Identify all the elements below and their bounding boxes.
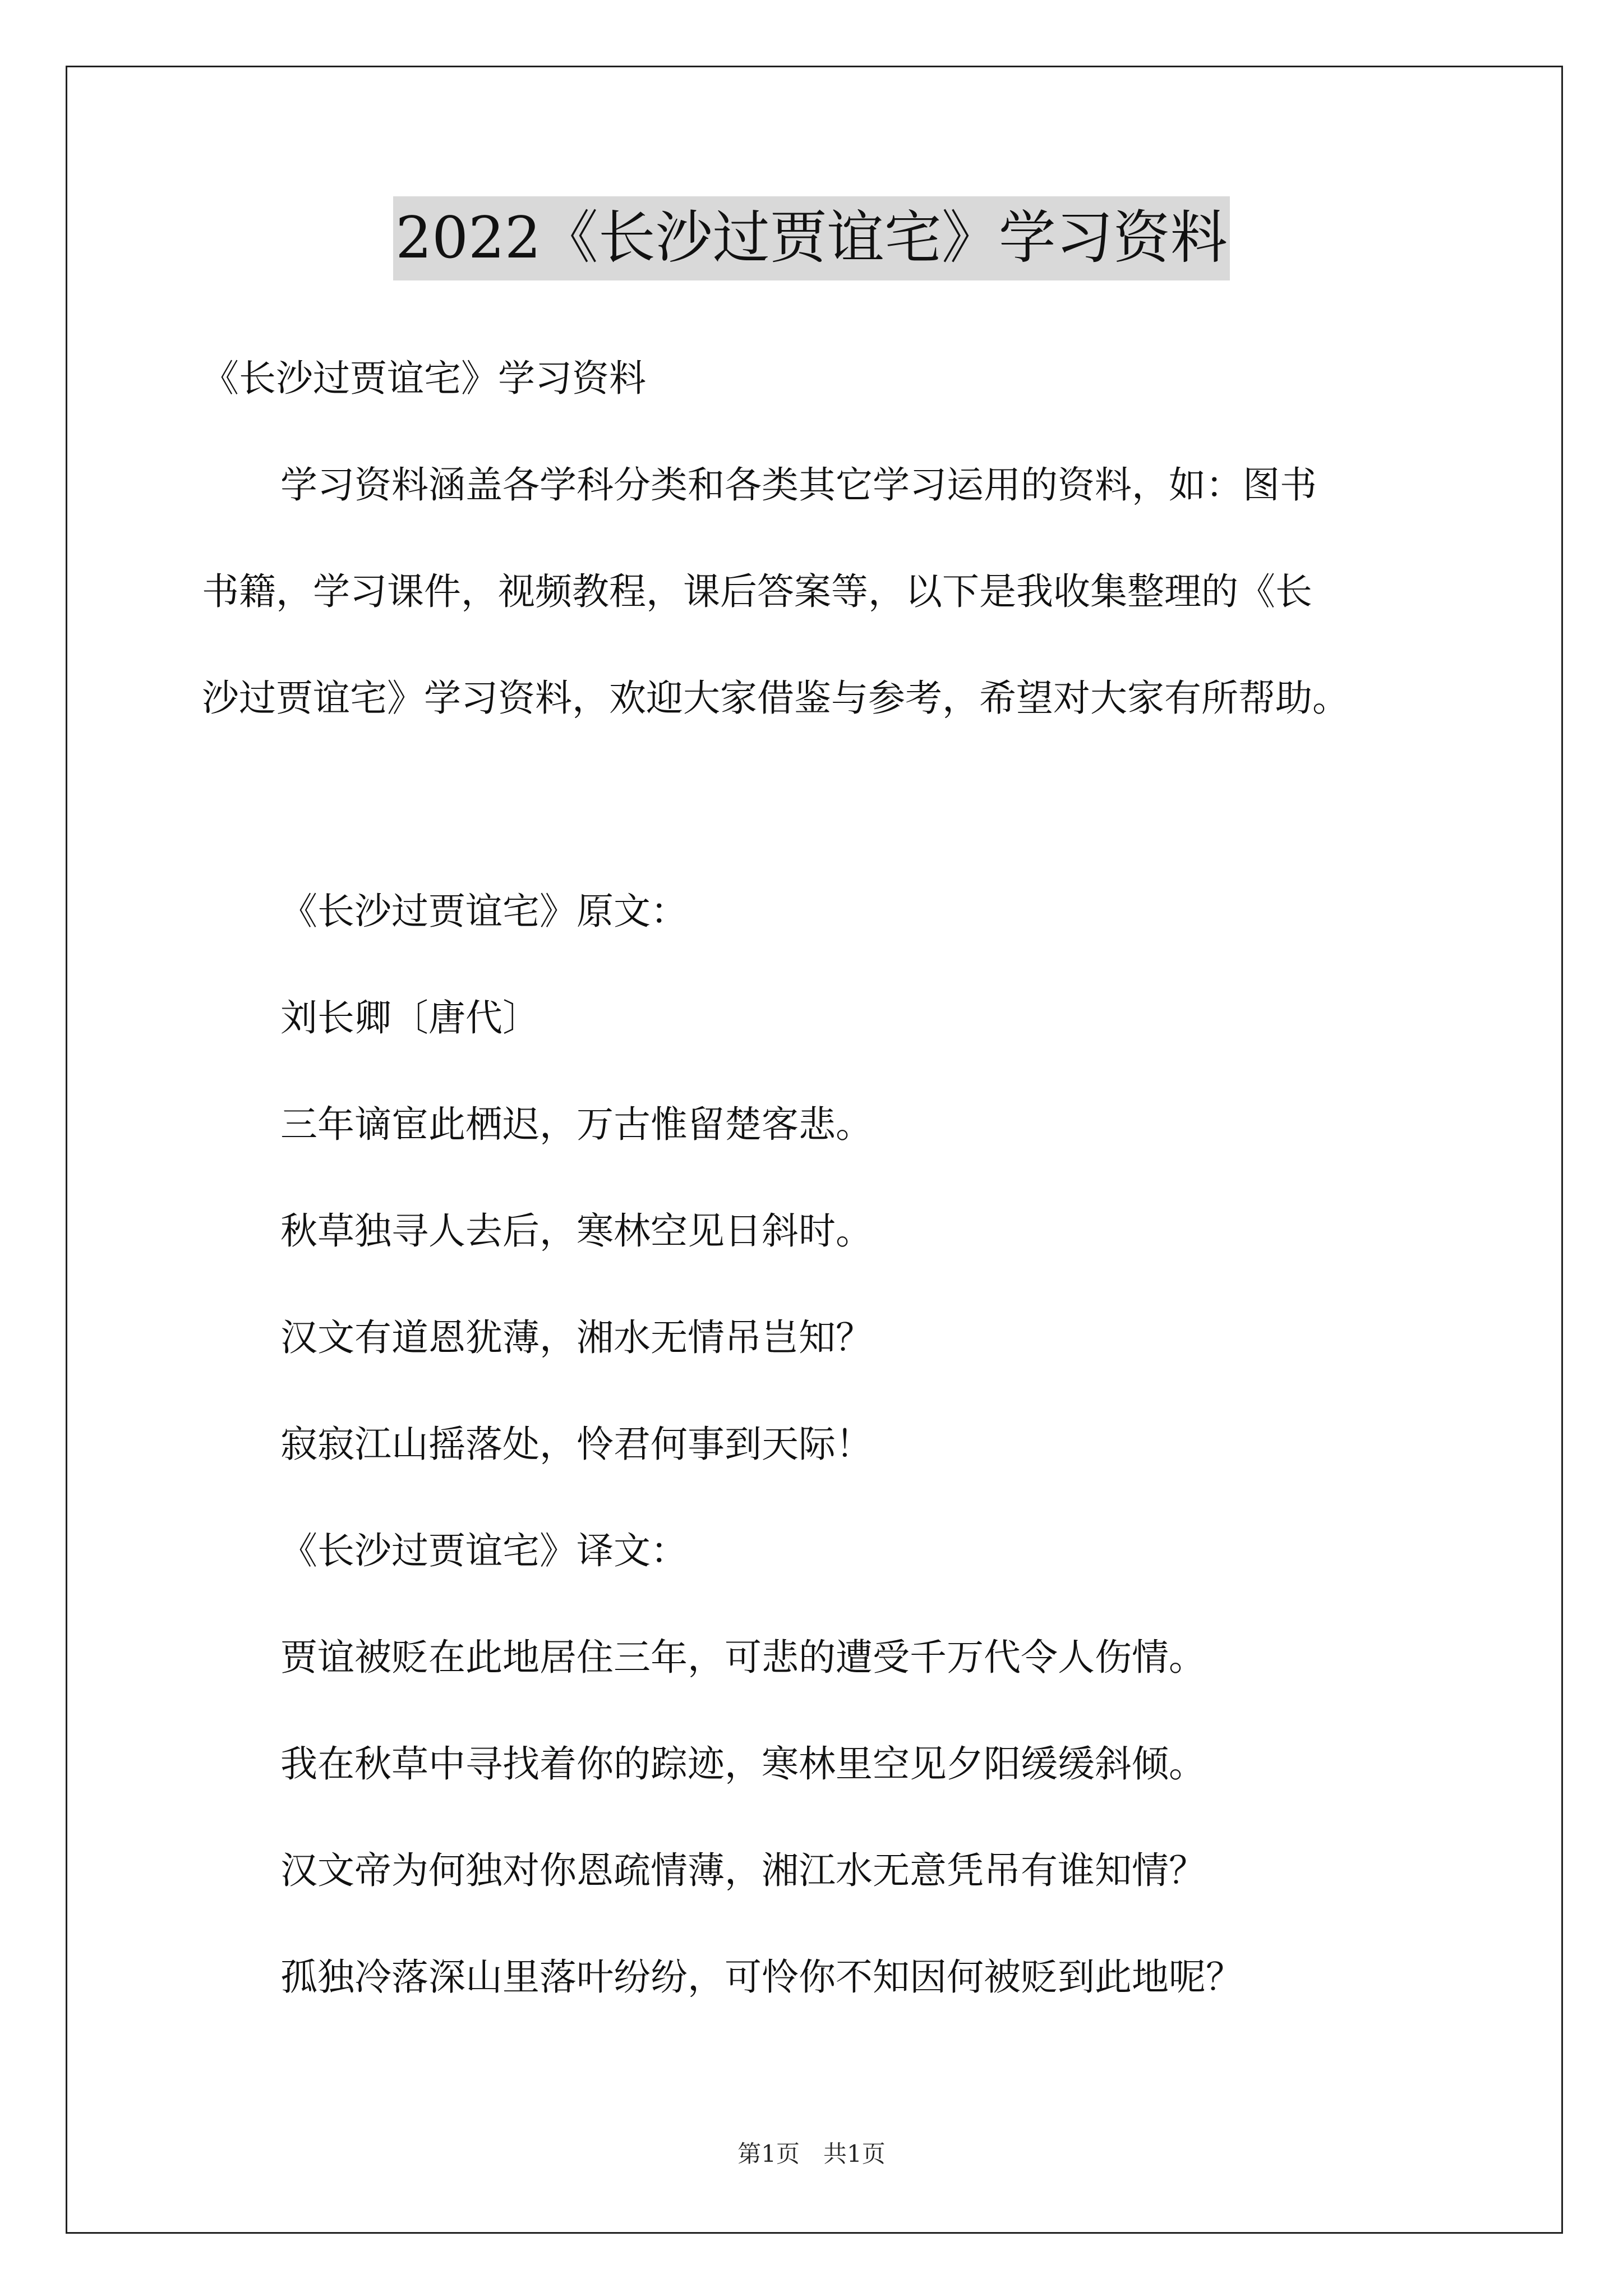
translation-line-2: 我在秋草中寻找着你的踪迹，寒林里空见夕阳缓缓斜倾。 — [280, 1742, 1206, 1786]
translation-line-4: 孤独冷落深山里落叶纷纷，可怜你不知因何被贬到此地呢？ — [280, 1955, 1243, 1999]
intro-line-2: 书籍，学习课件，视频教程，课后答案等，以下是我收集整理的《长 — [202, 570, 1312, 613]
page-footer: 第1页 共1页 — [737, 2140, 886, 2168]
intro-line-1: 学习资料涵盖各学科分类和各类其它学习运用的资料，如：图书 — [280, 463, 1317, 507]
poem-line-3: 汉文有道恩犹薄，湘水无情吊岂知？ — [280, 1316, 873, 1359]
poem-author: 刘长卿〔唐代〕 — [280, 996, 540, 1039]
title-wrap — [0, 196, 1623, 280]
subtitle: 《长沙过贾谊宅》学习资料 — [202, 357, 646, 400]
poem-line-1: 三年谪宦此栖迟，万古惟留楚客悲。 — [280, 1103, 873, 1146]
poem-line-2: 秋草独寻人去后，寒林空见日斜时。 — [280, 1209, 873, 1253]
intro-line-3: 沙过贾谊宅》学习资料，欢迎大家借鉴与参考，希望对大家有所帮助。 — [202, 677, 1349, 720]
translation-line-3: 汉文帝为何独对你恩疏情薄，湘江水无意凭吊有谁知情？ — [280, 1849, 1206, 1892]
translation-heading: 《长沙过贾谊宅》译文： — [280, 1529, 688, 1572]
original-heading: 《长沙过贾谊宅》原文： — [280, 890, 688, 933]
translation-line-1: 贾谊被贬在此地居住三年，可悲的遭受千万代令人伤情。 — [280, 1636, 1206, 1679]
poem-line-4: 寂寂江山摇落处，怜君何事到天际！ — [280, 1423, 873, 1466]
document-title: 2022《长沙过贾谊宅》学习资料 — [393, 196, 1230, 280]
